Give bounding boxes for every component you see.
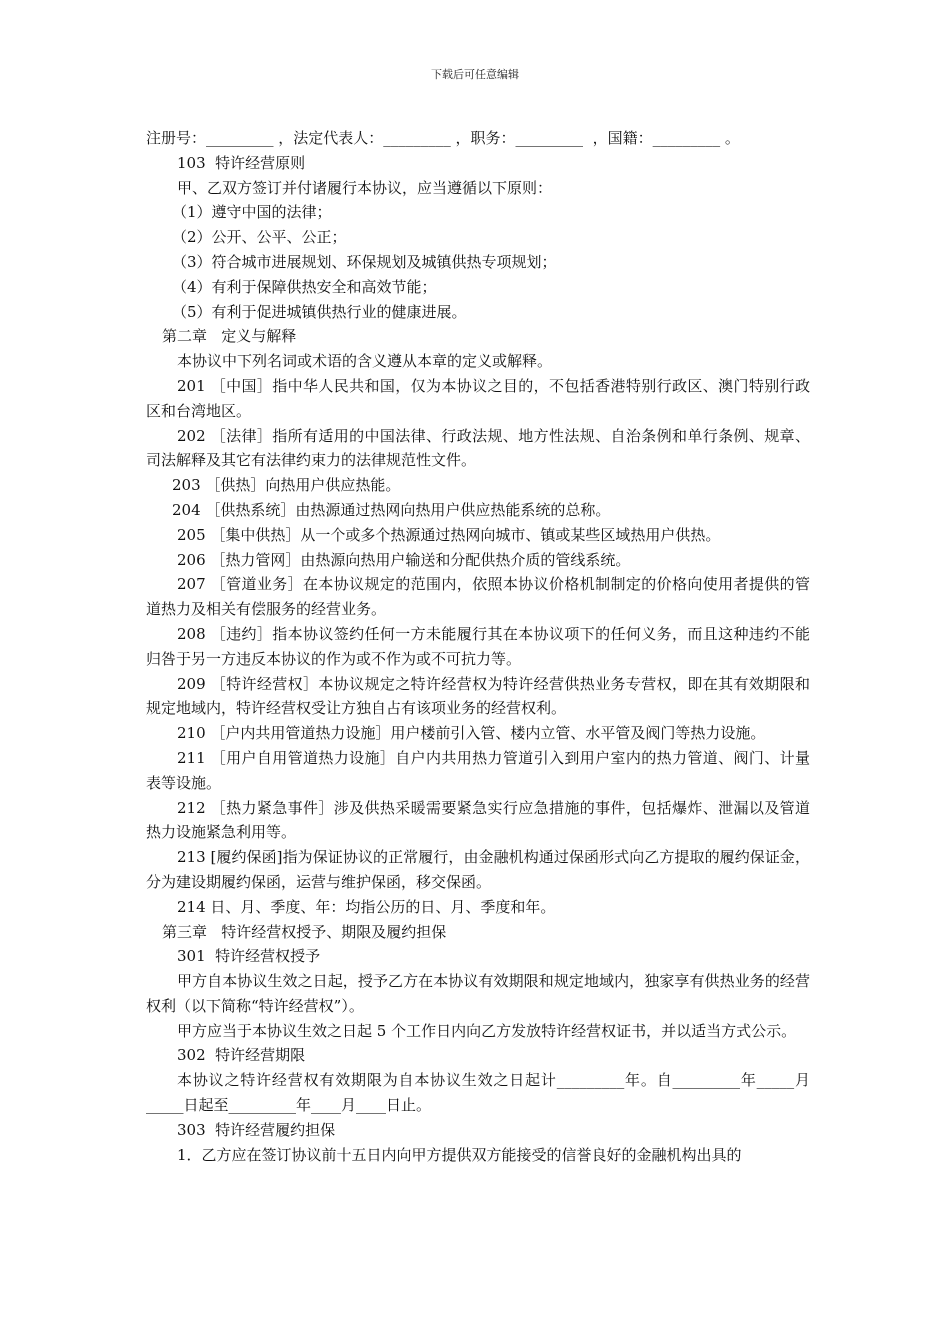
paragraph: （1）遵守中国的法律； xyxy=(172,203,332,222)
paragraph: 本协议中下列名词或术语的含义遵从本章的定义或解释。 xyxy=(177,352,553,371)
paragraph: 213 [履约保函]指为保证协议的正常履行，由金融机构通过保函形式向乙方提取的履约保证金，分为建设期履约保函，运营与维护保函，移交保函。 xyxy=(146,848,810,891)
paragraph: 204 ［供热系统］由热源通过热网向热用户供应热能系统的总称。 xyxy=(172,500,611,519)
page-header: 下载后可任意编辑 xyxy=(431,68,519,81)
paragraph: 207 ［管道业务］在本协议规定的范围内，依照本协议价格机制制定的价格向使用者提供的管道热力及相关有偿服务的经营业务。 xyxy=(146,575,810,619)
paragraph: （2）公开、公平、公正； xyxy=(172,228,347,247)
paragraph: 1．乙方应在签订协议前十五日内向甲方提供双方能接受的信誉良好的金融机构出具的 xyxy=(177,1145,742,1164)
chapter-heading: 第三章 特许经营权授予、期限及履约担保 xyxy=(162,922,447,941)
paragraph: 211 ［用户自用管道热力设施］自户内共用热力管道引入到用户室内的热力管道、阀门、计量表等设施。 xyxy=(146,748,810,792)
paragraph: 206 ［热力管网］由热源向热用户输送和分配供热介质的管线系统。 xyxy=(177,550,631,569)
paragraph: 301 特许经营权授予 xyxy=(177,947,321,966)
paragraph: 209 ［特许经营权］本协议规定之特许经营权为特许经营供热业务专营权，即在其有效期限和规定地域内，特许经营权受让方独自占有该项业务的经营权利。 xyxy=(146,674,810,718)
paragraph: 本协议之特许经营权有效期限为自本协议生效之日起计_________年。自_________年_____月_____日起至_________年____月____日止。 xyxy=(146,1071,810,1115)
paragraph: 303 特许经营履约担保 xyxy=(177,1120,336,1139)
chapter-heading: 第二章 定义与解释 xyxy=(162,327,297,346)
paragraph: 甲方应当于本协议生效之日起 5 个工作日内向乙方发放特许经营权证书，并以适当方式公示。 xyxy=(177,1021,797,1040)
paragraph: 202 ［法律］指所有适用的中国法律、行政法规、地方性法规、自治条例和单行条例、规章、司法解释及其它有法律约束力的法律规范性文件。 xyxy=(146,426,810,470)
paragraph: 201 ［中国］指中华人民共和国，仅为本协议之目的，不包括香港特别行政区、澳门特别行政区和台湾地区。 xyxy=(146,376,810,420)
paragraph: 212 ［热力紧急事件］涉及供热采暖需要紧急实行应急措施的事件，包括爆炸、泄漏以及管道热力设施紧急利用等。 xyxy=(146,798,810,842)
paragraph: 甲方自本协议生效之日起，授予乙方在本协议有效期限和规定地域内，独家享有供热业务的经营权利（以下简称“特许经营权”）。 xyxy=(146,972,810,1015)
paragraph: 214 日、月、季度、年：均指公历的日、月、季度和年。 xyxy=(177,897,556,916)
paragraph: 205 ［集中供热］从一个或多个热源通过热网向城市、镇或某些区域热用户供热。 xyxy=(177,525,721,544)
paragraph: 203 ［供热］向热用户供应热能。 xyxy=(172,476,401,495)
paragraph: （3）符合城市进展规划、环保规划及城镇供热专项规划； xyxy=(172,252,557,271)
paragraph: 注册号：_________ ，法定代表人：_________ ，职务：_________ ，国籍：_________ 。 xyxy=(146,129,740,147)
paragraph: （4）有利于保障供热安全和高效节能； xyxy=(172,277,437,296)
paragraph: 210 ［户内共用管道热力设施］用户楼前引入管、楼内立管、水平管及阀门等热力设施。 xyxy=(177,724,766,743)
paragraph: 103 特许经营原则 xyxy=(177,153,306,172)
paragraph: 甲、乙双方签订并付诸履行本协议，应当遵循以下原则： xyxy=(177,178,553,197)
paragraph: 302 特许经营期限 xyxy=(177,1046,306,1065)
document-body xyxy=(146,126,810,1167)
paragraph: （5）有利于促进城镇供热行业的健康进展。 xyxy=(172,302,467,321)
paragraph: 208 ［违约］指本协议签约任何一方未能履行其在本协议项下的任何义务，而且这种违约不能归咎于另一方违反本协议的作为或不作为或不可抗力等。 xyxy=(146,624,810,668)
